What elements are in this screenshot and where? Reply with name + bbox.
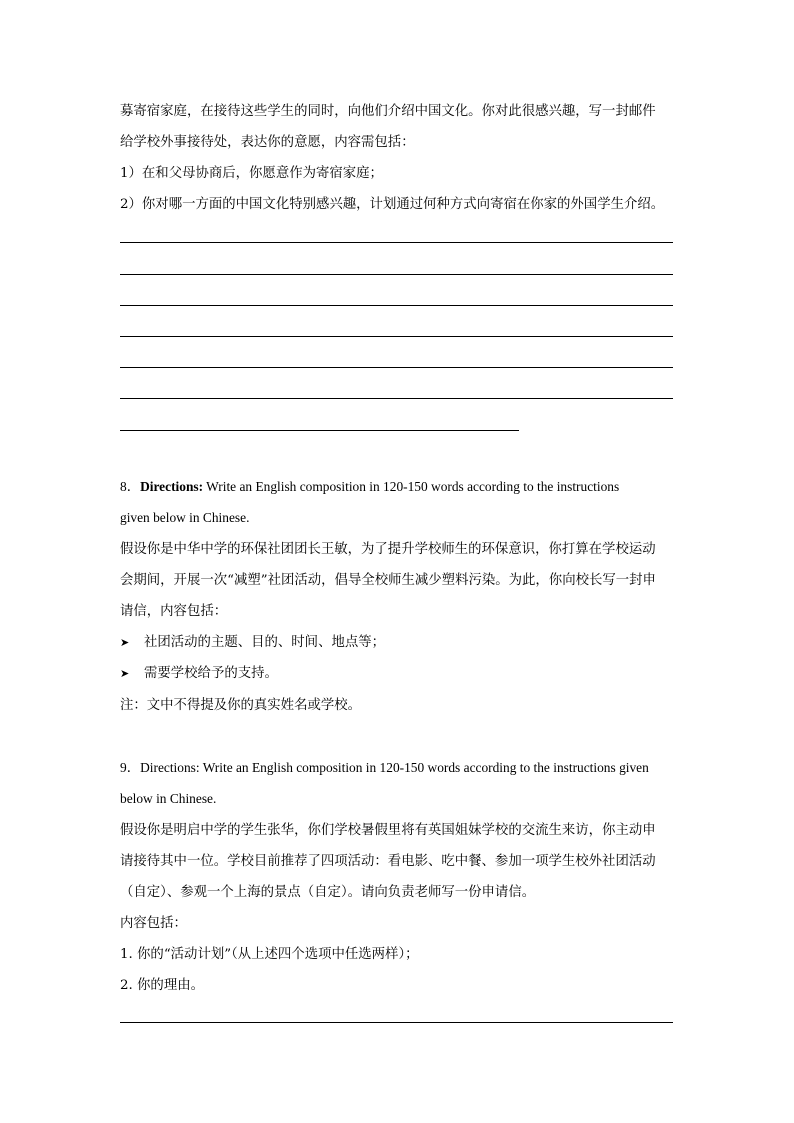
q9-body-line-1: 假设你是明启中学的学生张华，你们学校暑假里将有英国姐妹学校的交流生来访，你主动申 <box>120 823 656 838</box>
arrow-bullet-icon: ➤ <box>120 667 130 680</box>
answer-line[interactable] <box>120 305 673 306</box>
q8-body-line-3: 请信，内容包括： <box>120 604 228 619</box>
q8-directions-cont: given below in Chinese. <box>120 510 250 525</box>
q8-bullet-text-2: 需要学校给予的支持。 <box>144 666 278 681</box>
prev-point-2: 2）你对哪一方面的中国文化特别感兴趣，计划通过何种方式向寄宿在你家的外国学生介绍。 <box>120 197 665 212</box>
answer-line[interactable] <box>120 1022 673 1023</box>
answer-line[interactable] <box>120 274 673 275</box>
q8-body-line-2: 会期间，开展一次“减塑”社团活动，倡导全校师生减少塑料污染。为此，你向校长写一封申 <box>120 573 656 588</box>
answer-line[interactable] <box>120 367 673 368</box>
q8-directions-label: Directions: <box>140 479 204 494</box>
q8-body-line-1: 假设你是中华中学的环保社团团长王敏，为了提升学校师生的环保意识，你打算在学校运动 <box>120 542 656 557</box>
q8-directions-text: Write an English composition in 120-150 words according to the instructions <box>203 479 620 494</box>
q9-body-line-3: （自定）、参观一个上海的景点（自定）。请向负责老师写一份申请信。 <box>120 885 536 900</box>
prev-body-line-1: 募寄宿家庭，在接待这些学生的同时，向他们介绍中国文化。你对此很感兴趣，写一封邮件 <box>120 104 656 119</box>
q8-bullet-text-1: 社团活动的主题、目的、时间、地点等； <box>144 635 386 650</box>
q9-item-1: 1. 你的“活动计划”（从上述四个选项中任选两样）； <box>120 947 419 962</box>
q8-bullet-item-1 <box>120 635 385 651</box>
prev-body-line-2: 给学校外事接待处，表达你的意愿，内容需包括： <box>120 135 415 150</box>
q8-bullet-item-2 <box>120 666 278 682</box>
q9-directions <box>120 760 649 776</box>
prev-point-1: 1）在和父母协商后，你愿意作为寄宿家庭； <box>120 166 383 181</box>
q9-content-label: 内容包括： <box>120 916 187 931</box>
answer-line[interactable] <box>120 398 673 399</box>
arrow-bullet-icon: ➤ <box>120 636 130 649</box>
answer-line[interactable] <box>120 242 673 243</box>
q9-number: 9． <box>120 760 141 775</box>
q8-note: 注：文中不得提及你的真实姓名或学校。 <box>120 698 362 713</box>
q8-directions <box>120 479 619 495</box>
q8-number: 8． <box>120 479 141 494</box>
q9-body-line-2: 请接待其中一位。学校目前推荐了四项活动：看电影、吃中餐、参加一项学生校外社团活动 <box>120 854 656 869</box>
answer-line-short[interactable] <box>120 430 519 431</box>
q9-directions-text: Directions: Write an English composition in 120-150 words according to the instructions given <box>140 760 649 775</box>
q9-directions-cont: below in Chinese. <box>120 791 217 806</box>
answer-line[interactable] <box>120 336 673 337</box>
q9-item-2: 2. 你的理由。 <box>120 978 204 993</box>
